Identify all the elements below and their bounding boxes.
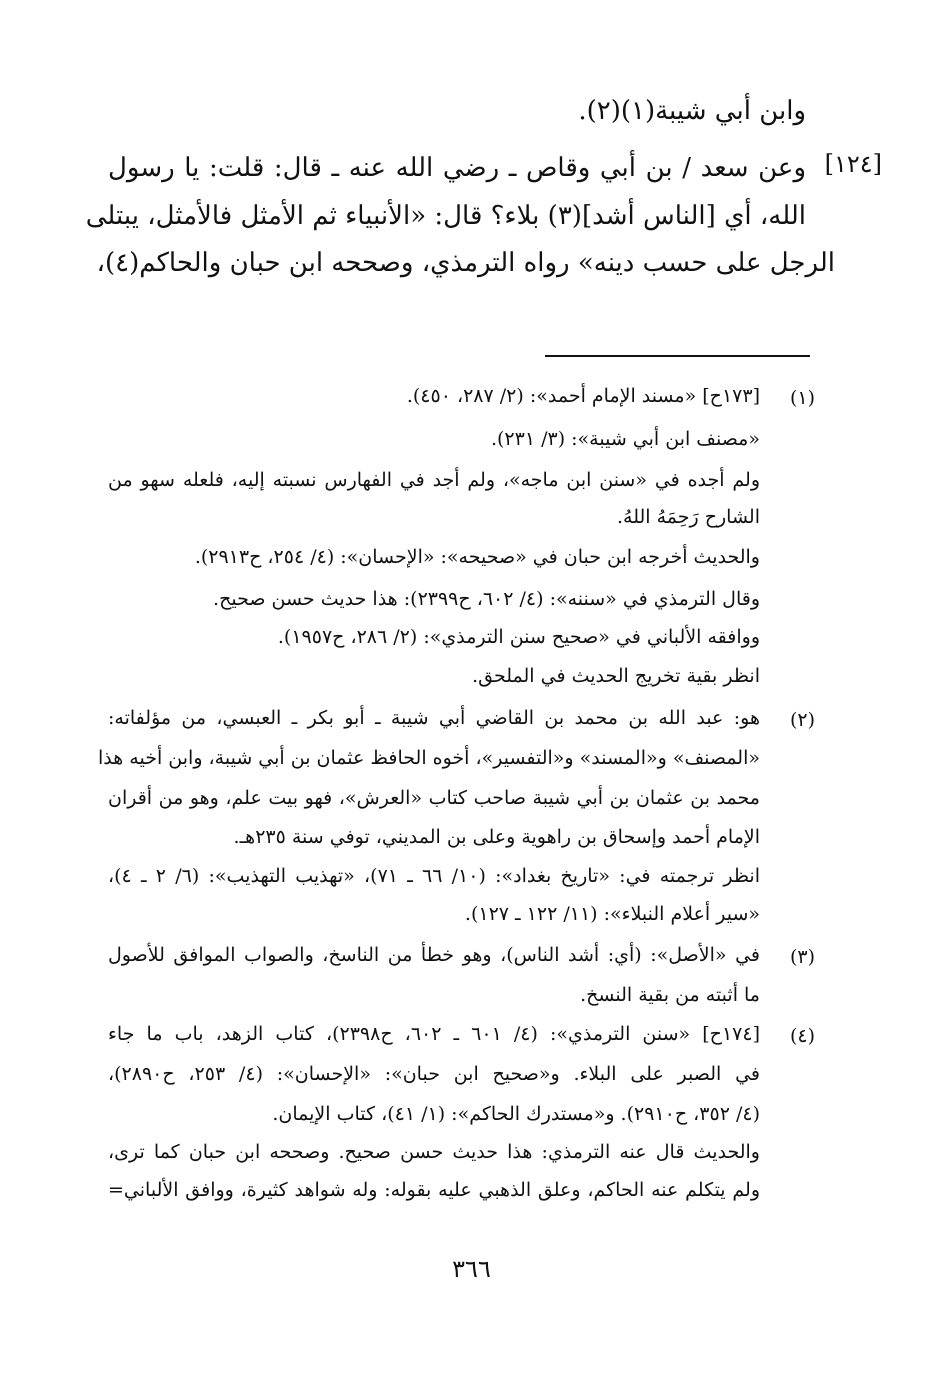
footnote-line: في الصبر على البلاء. و«صحيح ابن حبان»: «الإحسان»: (٤/ ٢٥٣، ح٢٨٩٠)، [108, 1063, 760, 1085]
footnote-line: والحديث قال عنه الترمذي: هذا حديث حسن صحيح. وصححه ابن حبان كما ترى، [108, 1141, 760, 1163]
footnote-number: (٣) [789, 946, 815, 968]
footnote-line: انظر بقية تخريج الحديث في الملحق. [472, 665, 760, 687]
footnote-line: انظر ترجمته في: «تاريخ بغداد»: (١٠/ ٦٦ ـ ٧١)، «تهذيب التهذيب»: (٦/ ٢ ـ ٤)، [108, 865, 760, 887]
footnote-line: ولم أجده في «سنن ابن ماجه»، ولم أجد في الفهارس نسبته إليه، فلعله سهو من [108, 469, 760, 491]
footnote-line: ووافقه الألباني في «صحيح سنن الترمذي»: (٢/ ٢٨٦، ح١٩٥٧). [277, 626, 760, 648]
main-text-line: وابن أبي شيبة(١)(٢). [578, 96, 806, 126]
footnote-line: في «الأصل»: (أي: أشد الناس)، وهو خطأ من الناسخ، والصواب الموافق للأصول [108, 944, 760, 966]
footnote-line: الإمام أحمد وإسحاق بن راهوية وعلى بن المديني، توفي سنة ٢٣٥هـ. [233, 826, 760, 848]
footnote-line: «سير أعلام النبلاء»: (١١/ ١٢٢ ـ ١٢٧). [464, 903, 760, 925]
footnote-line: هو: عبد الله بن محمد بن القاضي أبي شيبة ـ أبو بكر ـ العبسي، من مؤلفاته: [108, 707, 760, 729]
main-text-line: وعن سعد / بن أبي وقاص ـ رضي الله عنه ـ قال: قلت: يا رسول [108, 153, 806, 183]
footnote-line: الشارح رَحِمَهُ اللهُ. [616, 506, 760, 528]
footnote-line: [١٧٤ح] «سنن الترمذي»: (٤/ ٦٠١ ـ ٦٠٢، ح٢٣٩٨)، كتاب الزهد، باب ما جاء [108, 1023, 760, 1045]
footnote-line: [١٧٣ح] «مسند الإمام أحمد»: (٢/ ٢٨٧، ٤٥٠). [406, 385, 760, 407]
footnote-line: ما أثبته من بقية النسخ. [580, 984, 760, 1006]
footnote-line: ولم يتكلم عنه الحاكم، وعلق الذهبي عليه بقوله: وله شواهد كثيرة، ووافق الألباني= [108, 1179, 760, 1201]
footnote-line: وقال الترمذي في «سننه»: (٤/ ٦٠٢، ح٢٣٩٩): هذا حديث حسن صحيح. [213, 588, 760, 610]
footnote-line: محمد بن عثمان بن أبي شيبة صاحب كتاب «العرش»، فهو بيت علم، وهو من أقران [108, 787, 760, 809]
footnote-line: والحديث أخرجه ابن حبان في «صحيحه»: «الإحسان»: (٤/ ٢٥٤، ح٢٩١٣). [194, 546, 760, 568]
footnote-line: (٤/ ٣٥٢، ح٢٩١٠). و«مستدرك الحاكم»: (١/ ٤١)، كتاب الإيمان. [272, 1103, 760, 1125]
footnote-separator [545, 355, 810, 357]
hadith-number: [١٢٤] [824, 150, 882, 178]
footnote-line: «المصنف» و«المسند» و«التفسير»، أخوه الحافظ عثمان بن أبي شيبة، وابن أخيه هذا [98, 747, 760, 769]
main-text-line: الله، أي [الناس أشد](٣) بلاء؟ قال: «الأنبياء ثم الأمثل فالأمثل، يبتلى [85, 201, 806, 231]
footnote-number: (١) [789, 387, 815, 409]
page-number: ٣٦٦ [452, 1255, 491, 1283]
main-text-line: الرجل على حسب دينه» رواه الترمذي، وصححه ابن حبان والحاكم(٤)، [96, 248, 835, 278]
footnote-number: (٤) [789, 1025, 815, 1047]
footnote-number: (٢) [789, 709, 815, 731]
footnote-line: «مصنف ابن أبي شيبة»: (٣/ ٢٣١). [490, 428, 760, 450]
